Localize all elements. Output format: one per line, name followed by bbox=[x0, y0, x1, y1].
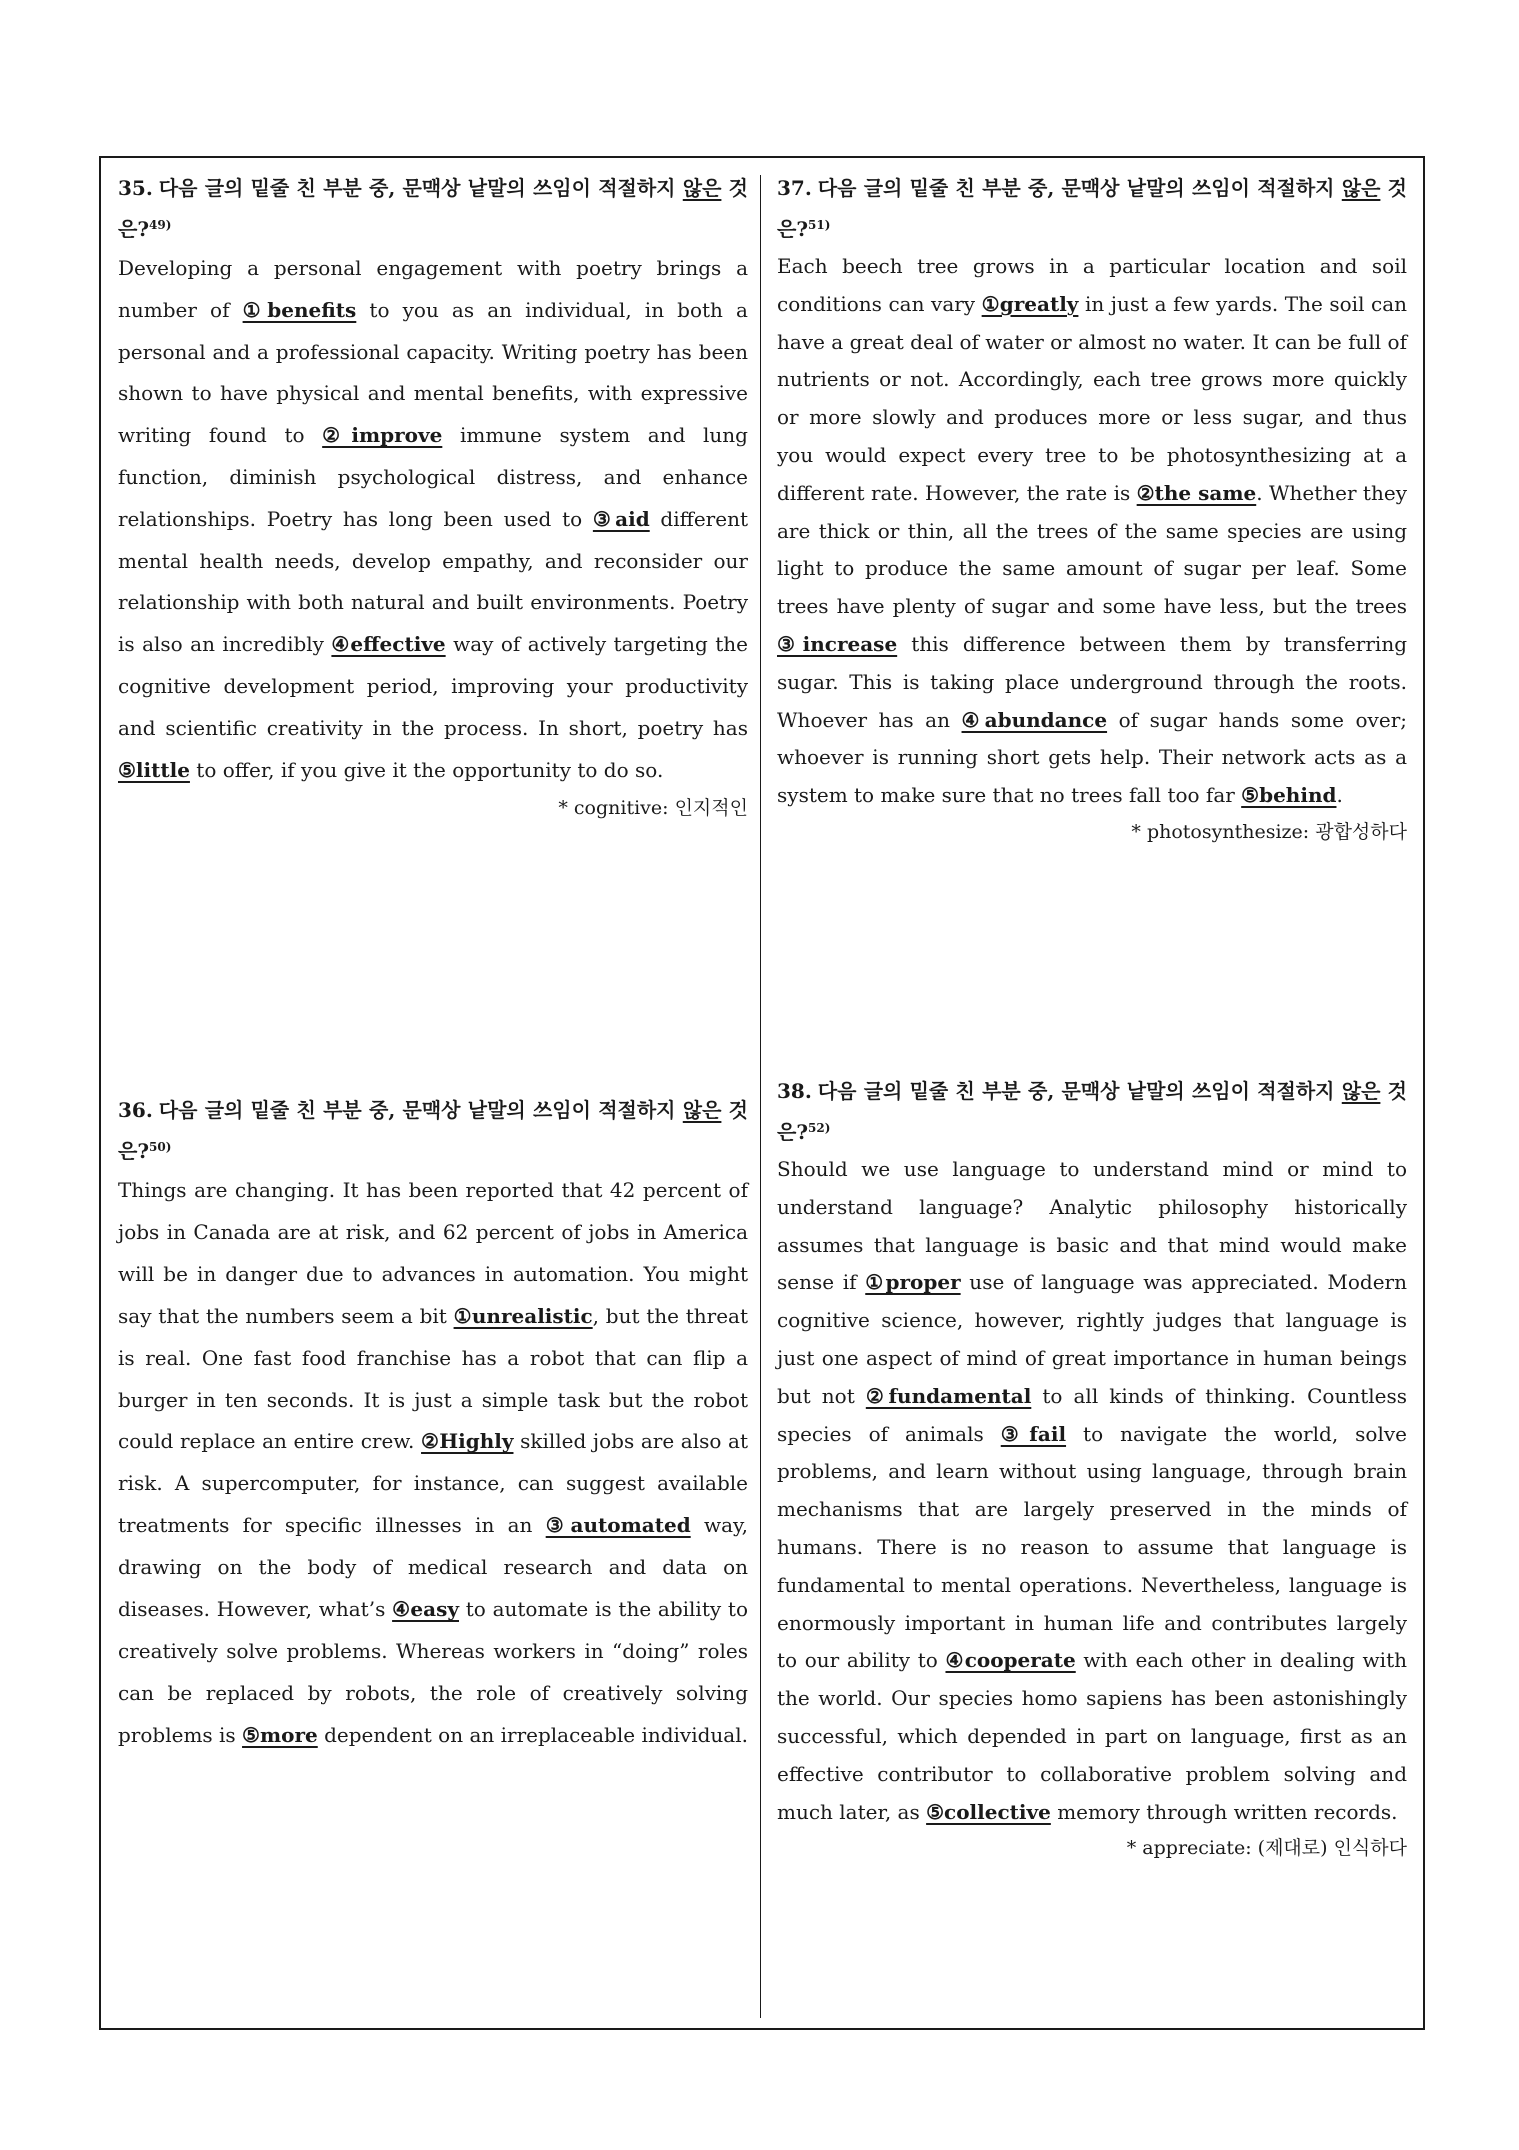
choice-3: ③fail bbox=[1000, 1421, 1067, 1446]
choice-2: ②fundamental bbox=[865, 1383, 1032, 1408]
underlined-word: 않은 bbox=[1341, 1079, 1381, 1103]
question-number: 37. bbox=[777, 176, 812, 200]
choice-4: ④abundance bbox=[961, 707, 1108, 732]
question-36 bbox=[118, 1092, 748, 1757]
question-number: 35. bbox=[118, 176, 153, 200]
passage: Things are changing. It has been reported that 42 percent of jobs in Canada are at risk, and 62 percent of jobs in America will be in danger due to advances in automation. You might say that the numbers seem a bit ①unrealistic, but the threat is real. One fast food franchise has a robot that can flip a burger in ten seconds. It is just a simple task but the robot could replace an entire crew. ②Highly skilled jobs are also at risk. A supercomputer, for instance, can suggest available treatments for specific illnesses in an ③automated way, drawing on the body of medical research and data on diseases. However, what’s ④easy to automate is the ability to creatively solve problems. Whereas workers in “doing” roles can be replaced by robots, the role of creatively solving problems is ⑤more dependent on an irreplaceable individual. bbox=[118, 1178, 749, 1747]
question-title: 37. 다음 글의 밑줄 친 부분 중, 문맥상 낱말의 쓰임이 적절하지 않은 것은?$^{51)}$ bbox=[777, 176, 1407, 241]
passage: Should we use language to understand mind or mind to understand language? Analytic philosophy historically assumes that language is basic and that mind would make sense if ①proper use of language was appreciated. Modern cognitive science, however, rightly judges that language is just one aspect of mind of great importance in human beings but not ②fundamental to all kinds of thinking. Countless species of animals ③fail to navigate the world, solve problems, and learn without using language, through brain mechanisms that are largely preserved in the minds of humans. There is no reason to assume that language is fundamental to mental operations. Nevertheless, language is enormously important in human life and contributes largely to our ability to ④cooperate with each other in dealing with the world. Our species homo sapiens has been astonishingly successful, which depended in part on language, first as an effective contributor to collaborative problem solving and much later, as ⑤collective memory through written records. bbox=[777, 1157, 1408, 1824]
footnote-marker: 52) bbox=[808, 1121, 831, 1135]
choice-4: ④cooperate bbox=[945, 1648, 1076, 1673]
question-37 bbox=[777, 170, 1407, 844]
choice-1: ①benefits bbox=[242, 297, 357, 322]
choice-3: ③automated bbox=[545, 1513, 691, 1538]
choice-2: ②Highly bbox=[421, 1429, 514, 1454]
question-number: 38. bbox=[777, 1079, 812, 1103]
passage: Each beech tree grows in a particular location and soil conditions can vary ①greatly in just a few yards. The soil can have a great deal of water or almost no water. It can be full of nutrients or not. Accordingly, each tree grows more quickly or more slowly and produces more or less sugar, and thus you would expect every tree to be photosynthesizing at a different rate. However, the rate is ②the same. Whether they are thick or thin, all the trees of the same species are using light to produce the same amount of sugar per leaf. Some trees have plenty of sugar and some have less, but the trees ③increase this difference between them by transferring sugar. This is taking place underground through the roots. Whoever has an ④abundance of sugar hands some over; whoever is running short gets help. Their network acts as a system to make sure that no trees fall too far ⑤behind. bbox=[777, 254, 1408, 808]
choice-5: ⑤collective bbox=[926, 1799, 1051, 1824]
question-title: 38. 다음 글의 밑줄 친 부분 중, 문맥상 낱말의 쓰임이 적절하지 않은 것은?$^{52)}$ bbox=[777, 1079, 1407, 1144]
choice-4: ④easy bbox=[392, 1597, 459, 1622]
choice-5: ⑤behind bbox=[1241, 783, 1337, 808]
footnote-marker: 51) bbox=[808, 218, 831, 232]
column-divider bbox=[760, 175, 761, 2018]
choice-3: ③aid bbox=[592, 506, 650, 531]
underlined-word: 않은 bbox=[1341, 176, 1381, 200]
choice-1: ①greatly bbox=[981, 291, 1079, 316]
underlined-word: 않은 bbox=[682, 176, 722, 200]
footnote-marker: 49) bbox=[149, 218, 172, 232]
passage: Developing a personal engagement with poetry brings a number of ①benefits to you as an individual, in both a personal and a professional capacity. Writing poetry has been shown to have physical and mental benefits, with expressive writing found to ②improve immune system and lung function, diminish psychological distress, and enhance relationships. Poetry has long been used to ③aid different mental health needs, develop empathy, and reconsider our relationship with both natural and built environments. Poetry is also an incredibly ④effective way of actively targeting the cognitive development period, improving your productivity and scientific creativity in the process. In short, poetry has ⑤little to offer, if you give it the opportunity to do so. bbox=[118, 256, 749, 782]
vocab-note: * appreciate: (제대로) 인식하다 bbox=[1126, 1837, 1407, 1860]
choice-5: ⑤little bbox=[118, 757, 190, 782]
footnote-marker: 50) bbox=[149, 1140, 172, 1154]
choice-4: ④effective bbox=[331, 632, 446, 657]
question-35 bbox=[118, 170, 748, 820]
question-title: 35. 다음 글의 밑줄 친 부분 중, 문맥상 낱말의 쓰임이 적절하지 않은 것은?$^{49)}$ bbox=[118, 176, 748, 241]
choice-5: ⑤more bbox=[242, 1722, 318, 1747]
choice-3: ③increase bbox=[777, 631, 898, 656]
choice-2: ②improve bbox=[322, 423, 443, 448]
choice-1: ①proper bbox=[865, 1270, 961, 1295]
choice-1: ①unrealistic bbox=[453, 1303, 593, 1328]
question-number: 36. bbox=[118, 1098, 153, 1122]
vocab-note: * cognitive: 인지적인 bbox=[558, 797, 748, 820]
vocab-note: * photosynthesize: 광합성하다 bbox=[1131, 820, 1407, 843]
question-38 bbox=[777, 1073, 1407, 1860]
question-title: 36. 다음 글의 밑줄 친 부분 중, 문맥상 낱말의 쓰임이 적절하지 않은 것은?$^{50)}$ bbox=[118, 1098, 748, 1163]
choice-2: ②the same bbox=[1136, 480, 1257, 505]
underlined-word: 않은 bbox=[682, 1098, 722, 1122]
